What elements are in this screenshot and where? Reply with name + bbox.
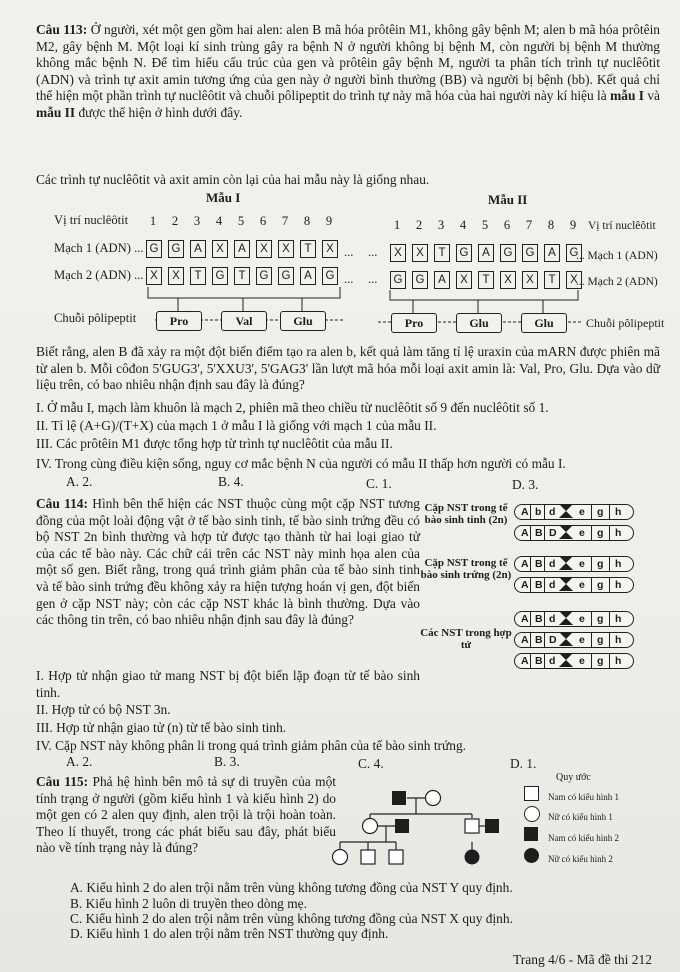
centromere: [559, 577, 573, 591]
legend-male-2: Nam có kiểu hình 2: [548, 833, 619, 843]
position-number: 4: [215, 214, 223, 228]
nucleotide-I-strand2: G: [322, 267, 338, 285]
position-number: 9: [569, 218, 577, 232]
centromere: [559, 611, 573, 625]
q114-text: Câu 114: Hình bên thể hiện các NST thuộc cùng một cặp NST tương đồng của một loài động vật ở tế bào sinh tinh, tế bào sinh trứng đều có bộ NST 2n bình thường và hợp tử được tạo thành từ hai loại giao tử của các tế bào này. Các chữ cái trên các NST này minh họa alen của một số gen. Biết rằng, trong quá trình giảm phân của tế bào sinh tinh và tế bào sinh trứng đều không xảy ra hiện tượng hoán vị gen, đột biến gen ở cặp NST này; còn các cặp NST khác là bình thường. Dựa vào các thông tin trên, có bao nhiêu nhận định sau đây là đúng?: [36, 496, 420, 628]
nucleotide-I-strand1: A: [234, 240, 250, 258]
gene-separator: [591, 557, 592, 571]
nucleotide-I-strand2: X: [168, 267, 184, 285]
gene-separator: [609, 654, 610, 668]
allele-label: A: [521, 634, 529, 646]
q114-option-a[interactable]: A. 2.: [66, 754, 93, 769]
strand1-label-left: Mạch 1 (ADN) ...: [54, 241, 144, 255]
allele-label: A: [521, 579, 529, 591]
amino-acid: Glu: [280, 311, 326, 331]
legend-female-1-icon: [524, 806, 540, 822]
amino-acid: Pro: [391, 313, 437, 333]
position-number: 5: [237, 214, 245, 228]
nucleotide-I-strand2: G: [212, 267, 228, 285]
q113-statement-2: II. Tỉ lệ (A+G)/(T+X) của mạch 1 ở mẫu I là giống với mạch 1 của mẫu II.: [36, 418, 437, 433]
gene-separator: [591, 633, 592, 647]
q113-intro2: Các trình tự nuclêôtit và axit amin còn lại của hai mẫu này là giống nhau.: [36, 172, 430, 187]
q115-title: Câu 115:: [36, 774, 89, 789]
gene-separator: [544, 612, 545, 626]
nucleotide-II-strand2: A: [434, 271, 450, 289]
pedigree-chart: [330, 780, 530, 880]
nucleotide-II-strand2: X: [566, 271, 582, 289]
q114-option-c[interactable]: C. 4.: [358, 756, 384, 771]
nucleotide-I-strand2: G: [278, 267, 294, 285]
pedigree-male: [465, 819, 479, 833]
gene-separator: [591, 654, 592, 668]
allele-label: e: [579, 527, 585, 539]
gene-separator: [609, 633, 610, 647]
nucleotide-II-strand2: X: [522, 271, 538, 289]
gene-separator: [591, 578, 592, 592]
gene-separator: [530, 526, 531, 540]
allele-label: h: [615, 634, 622, 646]
allele-label: b: [535, 506, 542, 518]
pedigree-female: [363, 819, 378, 834]
allele-label: e: [579, 579, 585, 591]
q115-option-a[interactable]: A. Kiểu hình 2 do alen trội nằm trên vùng không tương đồng của NST Y quy định.: [70, 880, 513, 895]
q113-option-c[interactable]: C. 1.: [366, 476, 392, 491]
nucleotide-I-strand1: X: [212, 240, 228, 258]
allele-label: h: [615, 558, 622, 570]
legend-female-2-icon: [524, 848, 539, 863]
allele-label: B: [535, 634, 543, 646]
chromosome: [514, 556, 634, 572]
centromere: [559, 556, 573, 570]
gene-separator: [591, 505, 592, 519]
strand1-label-right: ... Mạch 1 (ADN): [576, 250, 658, 262]
pedigree-male-affected: [392, 791, 406, 805]
nucleotide-I-strand1: G: [168, 240, 184, 258]
nucleotide-II-strand2: G: [390, 271, 406, 289]
allele-label: d: [549, 506, 556, 518]
gene-separator: [530, 612, 531, 626]
allele-label: d: [549, 655, 556, 667]
gene-separator: [530, 633, 531, 647]
pedigree-female-affected: [465, 850, 480, 865]
position-number: 2: [171, 214, 179, 228]
position-number: 4: [459, 218, 467, 232]
allele-label: d: [549, 579, 556, 591]
gene-separator: [609, 505, 610, 519]
q113-option-b[interactable]: B. 4.: [218, 474, 244, 489]
dots-II-2: ...: [368, 272, 378, 286]
gene-separator: [609, 578, 610, 592]
q115-option-b[interactable]: B. Kiểu hình 2 luôn di truyền theo dòng mẹ.: [70, 896, 307, 911]
label-egg-cell: Cặp NST trong tế bào sinh trứng (2n): [420, 557, 512, 581]
gene-separator: [544, 654, 545, 668]
nucleotide-I-strand2: T: [190, 267, 206, 285]
pedigree-male-affected: [485, 819, 499, 833]
amino-acid: Pro: [156, 311, 202, 331]
nucleotide-II-strand1: G: [456, 244, 472, 262]
q114-title: Câu 114:: [36, 496, 88, 511]
q113-statement-3: III. Các prôtêin M1 được tổng hợp từ trình tự nuclêôtit của mẫu II.: [36, 436, 393, 451]
allele-label: B: [535, 613, 543, 625]
nucleotide-II-strand1: G: [522, 244, 538, 262]
chromosome: [514, 611, 634, 627]
pedigree-female: [333, 850, 348, 865]
allele-label: g: [597, 527, 604, 539]
q114-statement-1: I. Hợp tử nhận giao tử mang NST bị đột biến lặp đoạn từ tế bào sinh tinh.: [36, 668, 420, 700]
nucleotide-II-strand2: X: [500, 271, 516, 289]
bracket-I: [148, 287, 340, 311]
polypeptide-lines: [0, 0, 680, 340]
label-zygote: Các NST trong hợp tử: [420, 627, 512, 651]
nucleotide-I-strand1: X: [256, 240, 272, 258]
allele-label: g: [597, 558, 604, 570]
centromere: [559, 504, 573, 518]
nucleotide-II-strand2: X: [456, 271, 472, 289]
polypeptide-label-left: Chuỗi pôlipeptit: [54, 311, 137, 325]
gene-separator: [544, 633, 545, 647]
allele-label: e: [579, 655, 585, 667]
allele-label: A: [521, 558, 529, 570]
gene-separator: [544, 505, 545, 519]
q114-option-b[interactable]: B. 3.: [214, 754, 240, 769]
bracket-II: [390, 290, 578, 313]
polypeptide-label-right: Chuỗi pôlipeptit: [586, 316, 665, 330]
position-number: 1: [393, 218, 401, 232]
amino-acid: Glu: [456, 313, 502, 333]
legend-female-1: Nữ có kiểu hình 1: [548, 812, 613, 822]
allele-label: g: [597, 655, 604, 667]
q113-statement-1: I. Ở mẫu I, mạch làm khuôn là mạch 2, phiên mã theo chiều từ nuclêôtit số 9 đến nuclêôtit số 1.: [36, 400, 549, 415]
allele-label: A: [521, 613, 529, 625]
chromosome: [514, 632, 634, 648]
position-number: 7: [281, 214, 289, 228]
nucleotide-II-strand1: A: [478, 244, 494, 262]
nucleotide-I-strand2: T: [234, 267, 250, 285]
chromosome: [514, 577, 634, 593]
allele-label: A: [521, 655, 529, 667]
position-number: 2: [415, 218, 423, 232]
pedigree-male-affected: [395, 819, 409, 833]
amino-acid: Glu: [521, 313, 567, 333]
nucleotide-I-strand1: A: [190, 240, 206, 258]
allele-label: e: [579, 506, 585, 518]
page-footer: Trang 4/6 - Mã đề thi 212: [513, 952, 652, 967]
q113-statement-4: IV. Trong cùng điều kiện sống, nguy cơ mắc bệnh N của người có mẫu II thấp hơn người có mẫu I.: [36, 456, 566, 471]
position-number: 1: [149, 214, 157, 228]
nucleotide-II-strand1: X: [412, 244, 428, 262]
chromosome: [514, 653, 634, 669]
gene-separator: [544, 578, 545, 592]
nucleotide-I-strand2: G: [256, 267, 272, 285]
nucleotide-II-strand2: T: [478, 271, 494, 289]
nucleotide-I-strand1: G: [146, 240, 162, 258]
allele-label: B: [535, 558, 543, 570]
centromere: [559, 653, 573, 667]
strand2-label-left: Mạch 2 (ADN) ...: [54, 268, 144, 282]
allele-label: h: [615, 579, 622, 591]
gene-separator: [591, 526, 592, 540]
legend-female-2: Nữ có kiểu hình 2: [548, 854, 613, 864]
q113-title: Câu 113:: [36, 22, 88, 37]
position-number: 3: [437, 218, 445, 232]
label-sperm-cell: Cặp NST trong tế bào sinh tinh (2n): [424, 502, 508, 526]
q115-text: Câu 115: Phả hệ hình bên mô tả sự di truyền của một tính trạng ở người (gồm kiểu hình 1 và kiểu hình 2) do một gen có 2 alen quy định, alen trội là trội hoàn toàn. Theo lí thuyết, trong các phát biểu sau đây, phát biểu nào về tính trạng này là đúng?: [36, 774, 336, 856]
allele-label: e: [579, 558, 585, 570]
dots-I-1: ...: [344, 245, 354, 259]
allele-label: B: [535, 655, 543, 667]
nucleotide-II-strand2: G: [412, 271, 428, 289]
nucleotide-II-strand1: G: [500, 244, 516, 262]
allele-label: g: [597, 613, 604, 625]
allele-label: D: [549, 527, 557, 539]
gene-separator: [544, 557, 545, 571]
allele-label: A: [521, 527, 529, 539]
position-number: 9: [325, 214, 333, 228]
q114-option-d[interactable]: D. 1.: [510, 756, 537, 771]
chromosome: [514, 504, 634, 520]
legend-title: Quy ước: [556, 772, 591, 783]
nucleotide-II-strand1: X: [390, 244, 406, 262]
centromere: [559, 525, 573, 539]
position-number: 7: [525, 218, 533, 232]
allele-label: d: [549, 613, 556, 625]
sample-I-title: Mẫu I: [206, 190, 241, 205]
amino-acid: Val: [221, 311, 267, 331]
q113-body: Biết rằng, alen B đã xảy ra một đột biến điểm tạo ra alen b, kết quả làm tăng tỉ lệ uraxin của mARN được phiên mã từ alen b. Mỗi côđon 5'GUG3', 5'XXU3', 5'GAG3' lần lượt mã hóa mỗi loại axit amin là: Val, Pro, Glu. Dựa vào dữ liệu trên, có bao nhiêu nhận định sau đây là đúng?: [36, 344, 660, 393]
dots-I-2: ...: [344, 272, 354, 286]
gene-separator: [530, 654, 531, 668]
pedigree-female: [426, 791, 441, 806]
gene-separator: [530, 505, 531, 519]
gene-separator: [609, 526, 610, 540]
gene-separator: [530, 578, 531, 592]
nucleotide-II-strand1: T: [434, 244, 450, 262]
position-label-left: Vị trí nuclêôtit: [54, 213, 129, 227]
position-number: 5: [481, 218, 489, 232]
gene-separator: [530, 557, 531, 571]
allele-label: h: [615, 613, 622, 625]
allele-label: h: [615, 527, 622, 539]
nucleotide-I-strand2: A: [300, 267, 316, 285]
nucleotide-II-strand2: T: [544, 271, 560, 289]
centromere: [559, 632, 573, 646]
allele-label: g: [597, 579, 604, 591]
gene-separator: [591, 612, 592, 626]
position-number: 8: [303, 214, 311, 228]
nucleotide-II-strand1: A: [544, 244, 560, 262]
dots-II-1: ...: [368, 245, 378, 259]
q113-option-a[interactable]: A. 2.: [66, 474, 93, 489]
strand2-label-right: ... Mạch 2 (ADN): [576, 276, 658, 288]
allele-label: g: [597, 506, 604, 518]
q115-option-c[interactable]: C. Kiểu hình 2 do alen trội nằm trên vùng không tương đồng của NST X quy định.: [70, 911, 513, 926]
q114-statement-2: II. Hợp tử có bộ NST 3n.: [36, 702, 171, 717]
allele-label: B: [535, 579, 543, 591]
legend-male-1: Nam có kiểu hình 1: [548, 792, 619, 802]
position-number: 8: [547, 218, 555, 232]
chromosome: [514, 525, 634, 541]
nucleotide-I-strand2: X: [146, 267, 162, 285]
pedigree-male: [361, 850, 375, 864]
allele-label: h: [615, 506, 622, 518]
nucleotide-I-strand1: X: [278, 240, 294, 258]
nucleotide-II-strand1: G: [566, 244, 582, 262]
nucleotide-I-strand1: T: [300, 240, 316, 258]
allele-label: e: [579, 634, 585, 646]
legend-male-2-icon: [524, 827, 538, 841]
q113-option-d[interactable]: D. 3.: [512, 477, 539, 492]
gene-separator: [609, 557, 610, 571]
allele-label: A: [521, 506, 529, 518]
sample-II-title: Mẫu II: [488, 192, 528, 207]
q114-statement-4: IV. Cặp NST này không phân li trong quá trình giảm phân của tế bào sinh trứng.: [36, 738, 466, 753]
q113-intro: Câu 113: Ở người, xét một gen gồm hai alen: alen B mã hóa prôtêin M1, không gây bệnh M; alen b mã hóa prôtêin M2, gây bệnh M. Một loại kí sinh trùng gây ra bệnh N ở người không bị bệnh M, còn người bị bệnh M thường không mắc bệnh N. Để tìm hiểu cấu trúc của gen và prôtêin gây bệnh M, người ta phân tích trình tự nuclêôtit (ADN) và trình tự axit amin tương ứng của gen này ở người bình thường (BB) và người bị bệnh (bb). Kết quả chỉ thể hiện một phần trình tự nuclêôtit và chuỗi pôlipeptit do trình tự này mã hóa của hai người này kí hiệu là mẫu I và mẫu II được thể hiện ở hình dưới đây.: [36, 22, 660, 120]
position-number: 3: [193, 214, 201, 228]
allele-label: d: [549, 558, 556, 570]
allele-label: g: [597, 634, 604, 646]
q114-statement-3: III. Hợp tử nhận giao tử (n) từ tế bào sinh tinh.: [36, 720, 287, 735]
nucleotide-I-strand1: X: [322, 240, 338, 258]
allele-label: e: [579, 613, 585, 625]
gene-separator: [544, 526, 545, 540]
allele-label: h: [615, 655, 622, 667]
position-number: 6: [503, 218, 511, 232]
gene-separator: [609, 612, 610, 626]
pedigree-male: [389, 850, 403, 864]
legend-male-1-icon: [524, 786, 539, 801]
allele-label: D: [549, 634, 557, 646]
position-number: 6: [259, 214, 267, 228]
position-label-right: Vị trí nuclêôtit: [588, 220, 656, 232]
q115-option-d[interactable]: D. Kiểu hình 1 do alen trội nằm trên NST thường quy định.: [70, 926, 389, 941]
allele-label: B: [535, 527, 543, 539]
